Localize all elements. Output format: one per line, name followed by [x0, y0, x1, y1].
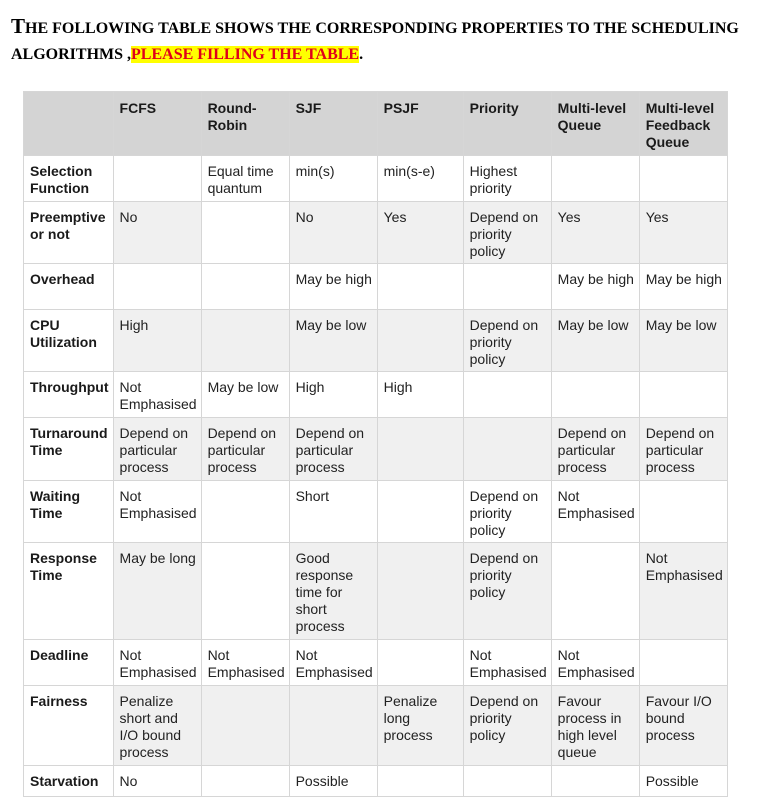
table-cell: Good response time for short process [289, 543, 377, 640]
table-cell: Not Emphasised [551, 640, 639, 686]
table-cell [377, 543, 463, 640]
table-cell: Penalize short and I/O bound process [113, 686, 201, 766]
table-cell: Not Emphasised [113, 481, 201, 543]
table-cell: Depend on particular process [113, 418, 201, 481]
row-label: Response Time [24, 543, 114, 640]
table-row [24, 418, 728, 481]
table-cell: May be high [289, 264, 377, 310]
table-cell: min(s-e) [377, 156, 463, 202]
table-cell: Not Emphasised [113, 640, 201, 686]
table-cell [113, 264, 201, 310]
table-cell: Not Emphasised [289, 640, 377, 686]
table-cell [113, 156, 201, 202]
table-cell: High [113, 310, 201, 372]
table-cell: No [113, 766, 201, 797]
table-cell: High [377, 372, 463, 418]
table-cell: Not Emphasised [463, 640, 551, 686]
table-cell [463, 418, 551, 481]
table-cell [201, 766, 289, 797]
table-cell [639, 481, 727, 543]
table-row [24, 686, 728, 766]
table-cell [551, 156, 639, 202]
heading-highlight: PLEASE FILLING THE TABLE [131, 46, 360, 63]
table-cell: Penalize long process [377, 686, 463, 766]
row-label: Turnaround Time [24, 418, 114, 481]
table-cell [377, 310, 463, 372]
table-cell: Depend on priority policy [463, 202, 551, 264]
table-cell [377, 766, 463, 797]
table-cell: Not Emphasised [201, 640, 289, 686]
table-cell [201, 543, 289, 640]
table-cell: May be low [289, 310, 377, 372]
table-cell [551, 372, 639, 418]
table-cell [551, 543, 639, 640]
table-cell: Short [289, 481, 377, 543]
table-cell: min(s) [289, 156, 377, 202]
table-cell: High [289, 372, 377, 418]
table-cell [377, 640, 463, 686]
table-cell: Depend on particular process [201, 418, 289, 481]
header-psjf: PSJF [377, 92, 463, 156]
table-cell: Not Emphasised [639, 543, 727, 640]
table-cell [377, 418, 463, 481]
header-multilevel-feedback-queue: Multi-level Feedback Queue [639, 92, 727, 156]
table-cell [201, 264, 289, 310]
heading-text: HE FOLLOWING TABLE SHOWS THE CORRESPONDING PROPERTIES TO THE SCHEDULING ALGORITHMS , [11, 20, 739, 63]
row-label: Overhead [24, 264, 114, 310]
table-cell [201, 481, 289, 543]
table-cell: May be long [113, 543, 201, 640]
table-cell [201, 202, 289, 264]
table-cell: Depend on priority policy [463, 686, 551, 766]
header-corner [24, 92, 114, 156]
table-cell: No [289, 202, 377, 264]
table-cell: Depend on particular process [289, 418, 377, 481]
page-heading [11, 13, 756, 68]
header-sjf: SJF [289, 92, 377, 156]
table-cell: Equal time quantum [201, 156, 289, 202]
table-cell [551, 766, 639, 797]
table-cell: Depend on priority policy [463, 481, 551, 543]
table-cell: Not Emphasised [551, 481, 639, 543]
table-cell: Depend on priority policy [463, 543, 551, 640]
table-cell: Possible [639, 766, 727, 797]
table-cell [639, 372, 727, 418]
table-row [24, 543, 728, 640]
table-cell [639, 640, 727, 686]
table-cell [639, 156, 727, 202]
table-cell: Yes [551, 202, 639, 264]
table-cell: May be low [551, 310, 639, 372]
table-cell: Depend on priority policy [463, 310, 551, 372]
row-label: Waiting Time [24, 481, 114, 543]
table-cell: Yes [639, 202, 727, 264]
table-cell: May be high [551, 264, 639, 310]
header-round-robin: Round-Robin [201, 92, 289, 156]
table-cell: Depend on particular process [639, 418, 727, 481]
table-row [24, 766, 728, 797]
table-row [24, 156, 728, 202]
header-priority: Priority [463, 92, 551, 156]
table-row [24, 202, 728, 264]
table-cell [463, 372, 551, 418]
table-cell: No [113, 202, 201, 264]
table-cell [201, 686, 289, 766]
row-label: Throughput [24, 372, 114, 418]
table-cell: Possible [289, 766, 377, 797]
table-row [24, 264, 728, 310]
table-cell: May be low [201, 372, 289, 418]
table-cell [201, 310, 289, 372]
table-cell: Depend on particular process [551, 418, 639, 481]
table-header-row [24, 92, 728, 156]
table-cell: May be low [639, 310, 727, 372]
table-cell: Favour process in high level queue [551, 686, 639, 766]
table-cell [377, 481, 463, 543]
table-cell: Not Emphasised [113, 372, 201, 418]
row-label: CPU Utilization [24, 310, 114, 372]
table-cell [463, 264, 551, 310]
table-cell [377, 264, 463, 310]
table-cell: Highest priority [463, 156, 551, 202]
row-label: Selection Function [24, 156, 114, 202]
properties-table [23, 91, 728, 797]
table-row [24, 372, 728, 418]
row-label: Deadline [24, 640, 114, 686]
row-label: Starvation [24, 766, 114, 797]
heading-end: . [359, 46, 364, 63]
header-fcfs: FCFS [113, 92, 201, 156]
table-cell: Yes [377, 202, 463, 264]
table-row [24, 310, 728, 372]
heading-initial-cap: T [11, 14, 26, 38]
table-cell [289, 686, 377, 766]
row-label: Preemptive or not [24, 202, 114, 264]
table-row [24, 481, 728, 543]
table-row [24, 640, 728, 686]
table-cell: May be high [639, 264, 727, 310]
table-cell: Favour I/O bound process [639, 686, 727, 766]
header-multilevel-queue: Multi-level Queue [551, 92, 639, 156]
table-cell [463, 766, 551, 797]
row-label: Fairness [24, 686, 114, 766]
